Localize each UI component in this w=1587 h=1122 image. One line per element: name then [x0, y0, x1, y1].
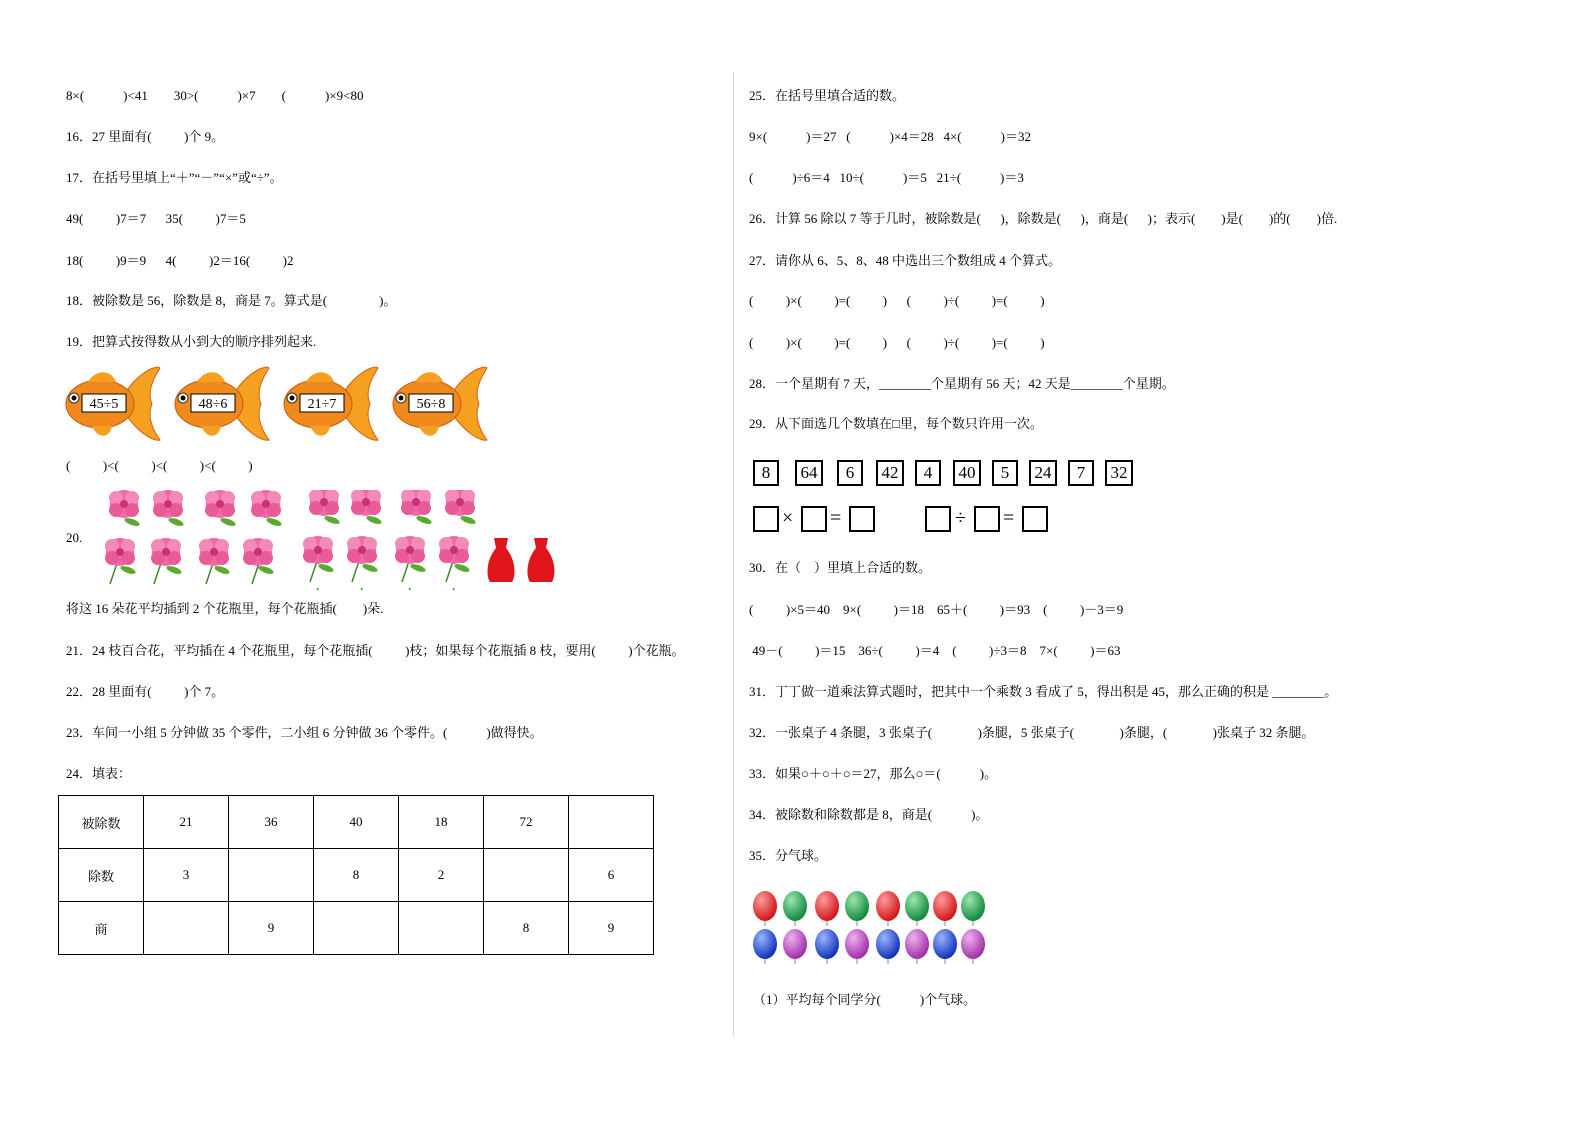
fish-label-1: 45÷5	[89, 397, 119, 412]
number-box: 7	[1068, 460, 1094, 486]
q26: 26．计算 56 除以 7 等于几时，被除数是( )，除数是( )，商是( )；表示( )是( )的( )倍.	[749, 211, 1338, 226]
q25-row1: 9×( )＝27 ( )×4＝28 4×( )＝32	[749, 129, 1031, 144]
q35: 35．分气球。	[749, 848, 828, 863]
number-box: 6	[837, 460, 863, 486]
q27: 27．请你从 6、5、8、48 中选出三个数组成 4 个算式。	[749, 253, 1062, 268]
table-row	[59, 849, 654, 902]
table-cell: 40	[314, 796, 399, 849]
table-cell: 72	[484, 796, 569, 849]
fill-table	[58, 795, 654, 955]
table-cell	[569, 796, 654, 849]
fish-label-2: 48÷6	[198, 397, 228, 412]
answer-box[interactable]	[1022, 506, 1048, 532]
table-cell: 除数	[59, 849, 144, 902]
table-cell	[144, 902, 229, 955]
balloons-image	[750, 890, 1000, 966]
number-box: 5	[992, 460, 1018, 486]
fish-image-1	[62, 364, 162, 444]
answer-box[interactable]	[801, 506, 827, 532]
fish-image-3	[280, 364, 380, 444]
q20-text: 将这 16 朵花平均插到 2 个花瓶里，每个花瓶插( )朵.	[66, 601, 384, 616]
divide-sign: ÷	[955, 507, 966, 529]
q15-row: 8×( )<41 30>( )×7 ( )×9<80	[66, 88, 364, 103]
table-cell	[484, 849, 569, 902]
times-sign: ×	[782, 507, 794, 529]
q23: 23．车间一小组 5 分钟做 35 个零件，二小组 6 分钟做 36 个零件。( )做得快。	[66, 725, 543, 740]
table-cell: 商	[59, 902, 144, 955]
table-row	[59, 902, 654, 955]
q25-row2: ( )÷6＝4 10÷( )＝5 21÷( )＝3	[749, 170, 1024, 185]
q19: 19．把算式按得数从小到大的顺序排列起来.	[66, 334, 317, 349]
q17-row2: 18( )9＝9 4( )2＝16( )2	[66, 253, 294, 268]
q30: 30．在（ ）里填上合适的数。	[749, 560, 932, 575]
number-box: 40	[953, 460, 981, 486]
table-cell: 21	[144, 796, 229, 849]
table-cell: 8	[314, 849, 399, 902]
q17-row1: 49( )7＝7 35( )7＝5	[66, 211, 246, 226]
q21: 21．24 枝百合花，平均插在 4 个花瓶里，每个花瓶插( )枝；如果每个花瓶插 8 枝，要用( )个花瓶。	[66, 643, 685, 658]
column-divider	[733, 72, 734, 1037]
number-box: 8	[753, 460, 779, 486]
q19-answer: ( )<( )<( )<( )	[66, 458, 253, 473]
fish-image-2	[171, 364, 271, 444]
answer-box[interactable]	[849, 506, 875, 532]
number-box: 32	[1105, 460, 1133, 486]
q27-row2: ( )×( )=( ) ( )÷( )=( )	[749, 335, 1045, 350]
q32: 32．一张桌子 4 条腿，3 张桌子( )条腿，5 张桌子( )条腿，( )张桌子 32 条腿。	[749, 725, 1315, 740]
fish-label-4: 56÷8	[416, 397, 446, 412]
table-cell: 2	[399, 849, 484, 902]
number-box: 42	[876, 460, 904, 486]
table-cell: 被除数	[59, 796, 144, 849]
table-cell	[314, 902, 399, 955]
table-cell: 3	[144, 849, 229, 902]
q27-row1: ( )×( )=( ) ( )÷( )=( )	[749, 293, 1045, 308]
q30-row1: ( )×5＝40 9×( )＝18 65＋( )＝93 ( )－3＝9	[749, 602, 1124, 617]
q28: 28．一个星期有 7 天，________个星期有 56 天；42 天是________个星期。	[749, 376, 1175, 391]
answer-box[interactable]	[974, 506, 1000, 532]
q33: 33．如果○＋○＋○＝27，那么○＝( )。	[749, 766, 998, 781]
q34: 34．被除数和除数都是 8，商是( )。	[749, 807, 989, 822]
table-cell	[229, 849, 314, 902]
q18: 18．被除数是 56，除数是 8，商是 7。算式是( )。	[66, 293, 397, 308]
q31: 31．丁丁做一道乘法算式题时，把其中一个乘数 3 看成了 5，得出积是 45，那么正确的积是 ________。	[749, 684, 1338, 699]
equals-sign: =	[1003, 507, 1015, 529]
q24: 24．填表：	[66, 766, 132, 781]
table-cell	[399, 902, 484, 955]
table-cell: 36	[229, 796, 314, 849]
q35-1: （1）平均每个同学分( )个气球。	[753, 992, 977, 1007]
vases-image	[486, 536, 566, 586]
table-cell: 8	[484, 902, 569, 955]
table-cell: 9	[229, 902, 314, 955]
table-cell: 6	[569, 849, 654, 902]
q22: 22．28 里面有( )个 7。	[66, 684, 225, 699]
number-box: 24	[1029, 460, 1057, 486]
q25: 25．在括号里填合适的数。	[749, 88, 906, 103]
q16: 16．27 里面有( )个 9。	[66, 129, 225, 144]
table-cell: 18	[399, 796, 484, 849]
q30-row2: 49－( )＝15 36÷( )＝4 ( )÷3＝8 7×( )＝63	[749, 643, 1121, 658]
q17: 17．在括号里填上“＋”“－”“×”或“÷”。	[66, 170, 283, 185]
fish-image-4	[389, 364, 489, 444]
fish-label-3: 21÷7	[307, 397, 337, 412]
q20-number: 20.	[66, 530, 83, 545]
answer-box[interactable]	[753, 506, 779, 532]
answer-box[interactable]	[925, 506, 951, 532]
table-row	[59, 796, 654, 849]
equals-sign: =	[830, 507, 842, 529]
number-box: 64	[795, 460, 823, 486]
table-cell: 9	[569, 902, 654, 955]
q29: 29．从下面选几个数填在□里，每个数只许用一次。	[749, 416, 1043, 431]
number-box: 4	[915, 460, 941, 486]
